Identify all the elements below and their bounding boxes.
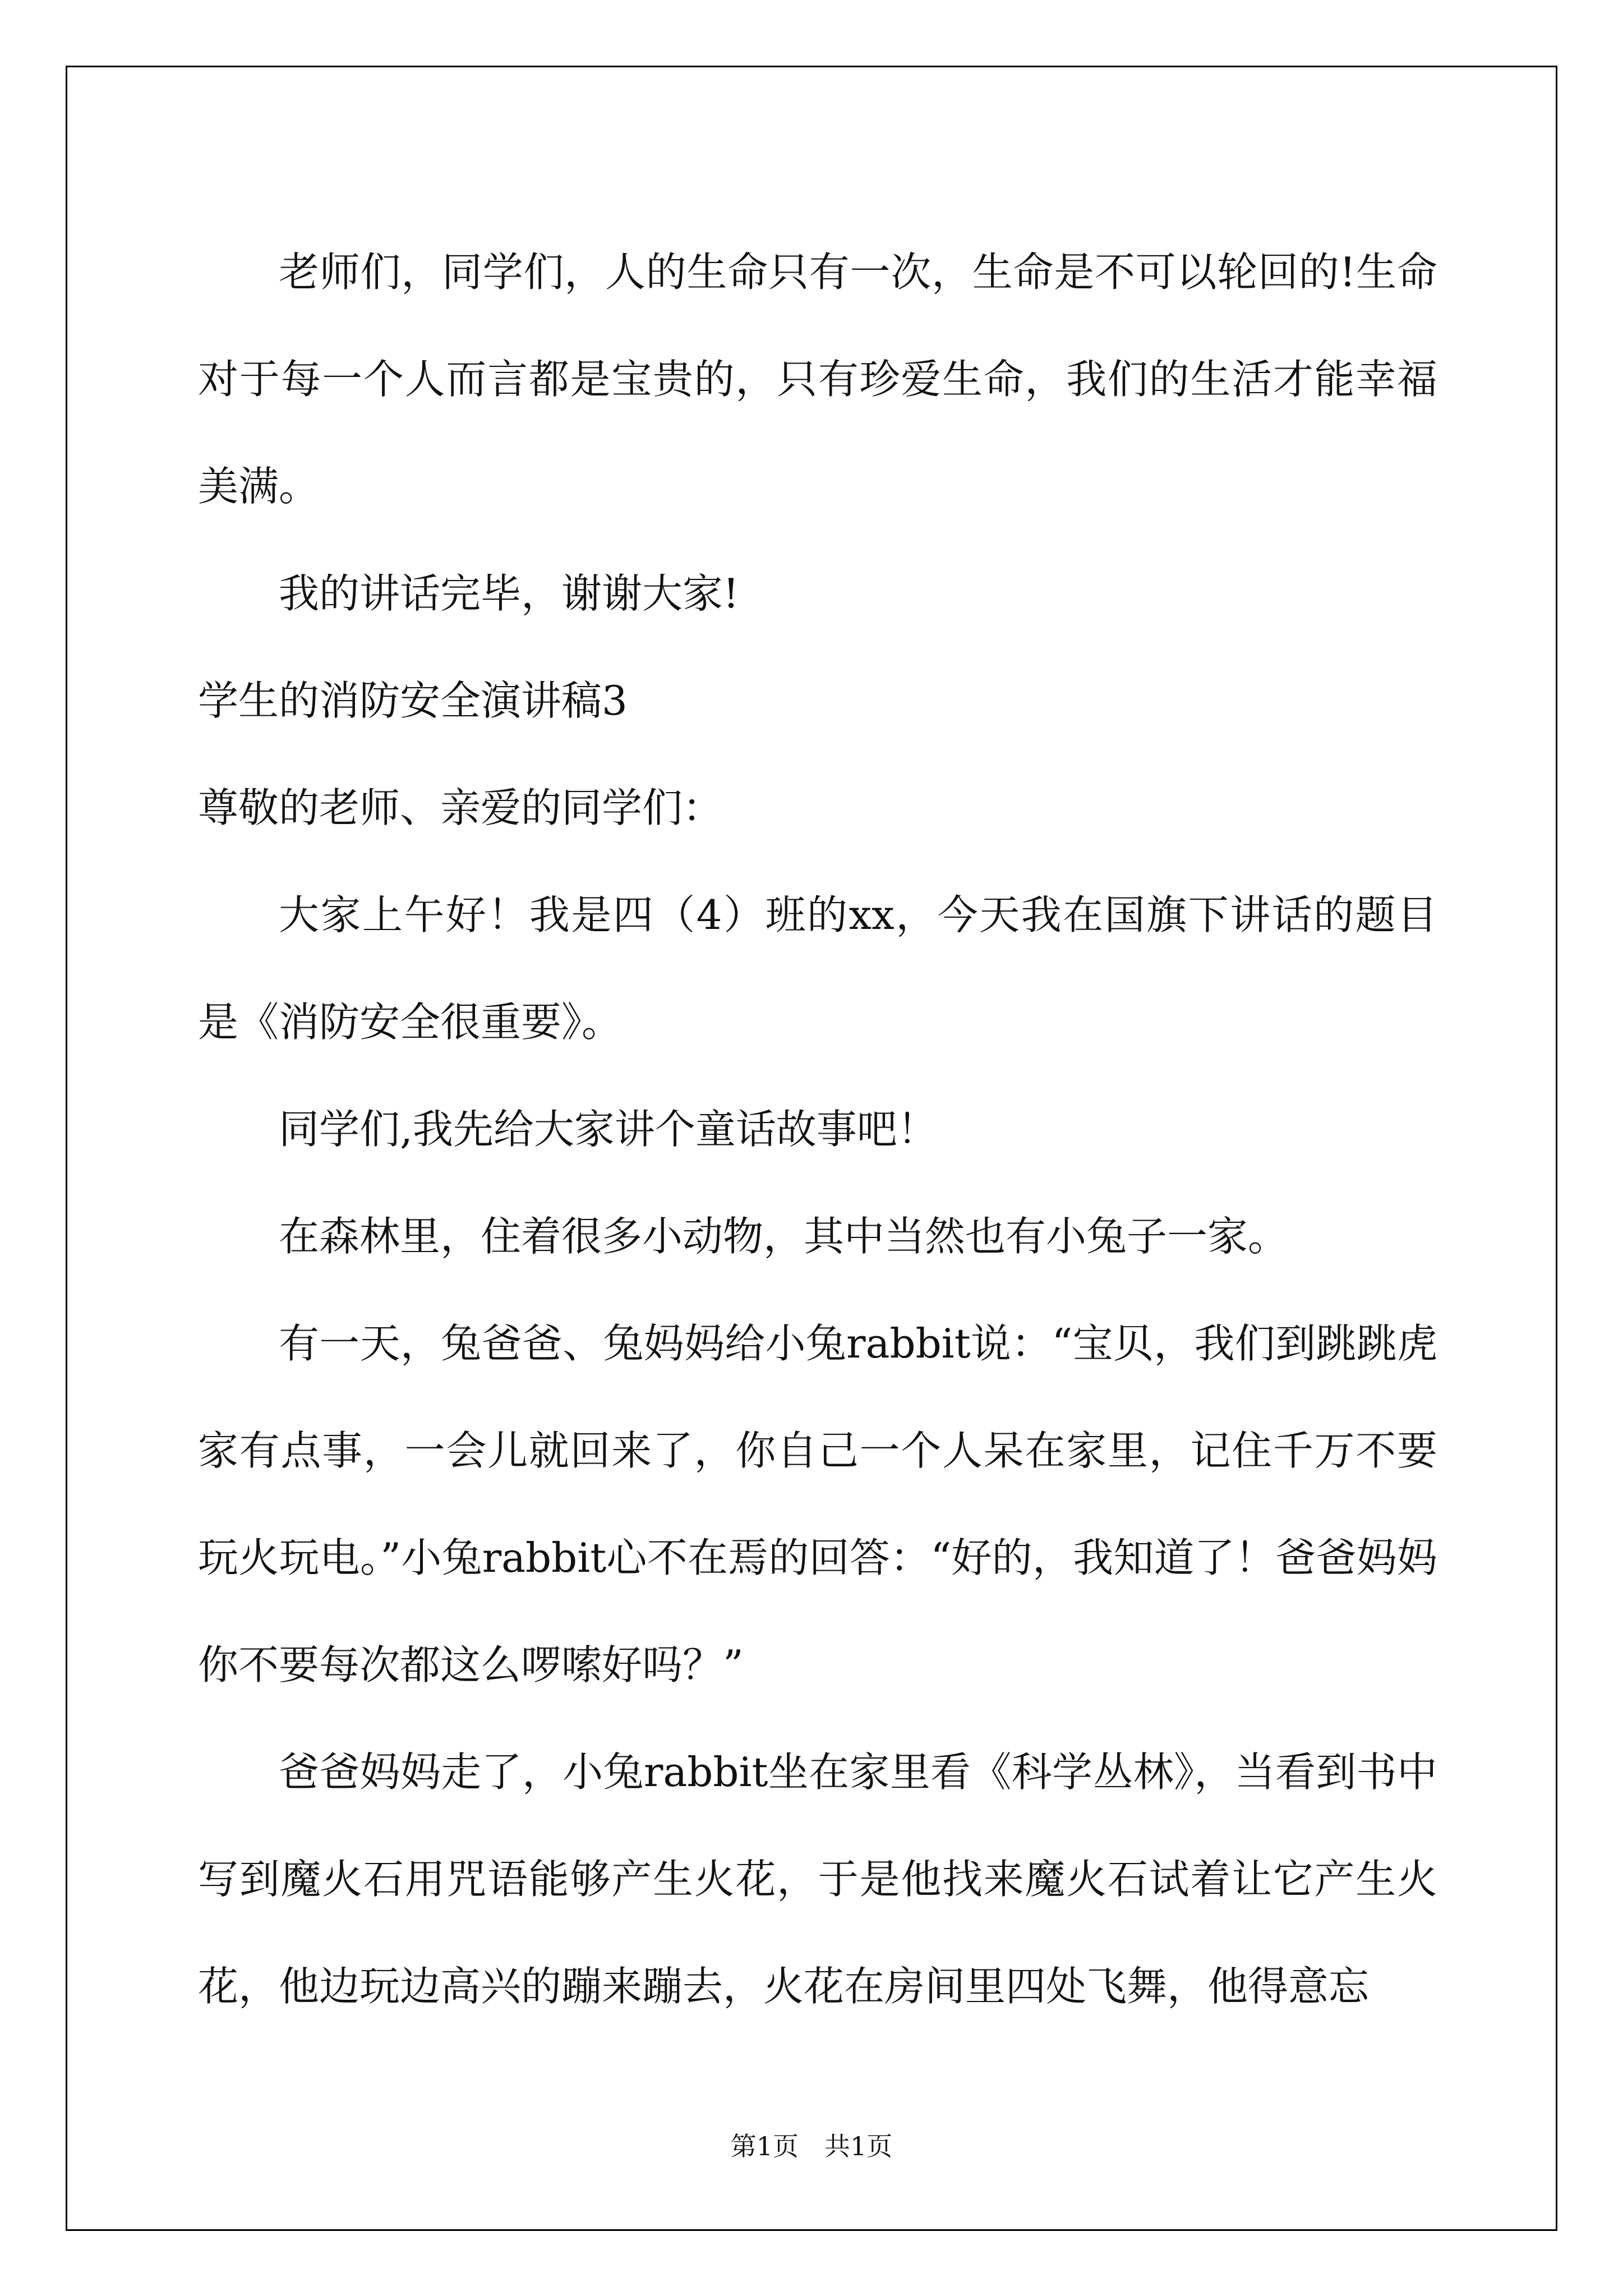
paragraph-greeting: 大家上午好！我是四（4）班的xx，今天我在国旗下讲话的题目是《消防安全很重要》。: [198, 891, 1437, 1046]
paragraph-story-intro: 同学们,我先给大家讲个童话故事吧！: [279, 1106, 938, 1153]
document-body: [198, 219, 1437, 2040]
paragraph-rabbit-plays: 爸爸妈妈走了，小兔rabbit坐在家里看《科学丛林》，当看到书中写到魔火石用咒语能够产生火花，于是他找来魔火石试着让它产生火花，他边玩边高兴的蹦来蹦去，火花在房间里四处飞舞，他得意忘: [198, 1749, 1437, 2010]
paragraph-forest: 在森林里，住着很多小动物，其中当然也有小兔子一家。: [279, 1213, 1289, 1260]
page-footer: 第1页 共1页: [730, 2131, 893, 2161]
salutation: 尊敬的老师、亲爱的同学们：: [198, 784, 723, 831]
paragraph-parents-warning: 有一天，兔爸爸、兔妈妈给小兔rabbit说：“宝贝，我们到跳跳虎家有点事，一会儿就回来了，你自己一个人呆在家里，记住千万不要玩火玩电。”小兔rabbit心不在焉的回答：“好的，我知道了！爸爸妈妈你不要每次都这么啰嗦好吗？”: [198, 1320, 1437, 1688]
paragraph-thanks: 我的讲话完毕，谢谢大家!: [279, 570, 739, 617]
section-title: 学生的消防安全演讲稿3: [198, 677, 628, 724]
paragraph-closing-remarks: 老师们，同学们，人的生命只有一次，生命是不可以轮回的!生命对于每一个人而言都是宝贵的，只有珍爱生命，我们的生活才能幸福美满。: [198, 249, 1437, 510]
